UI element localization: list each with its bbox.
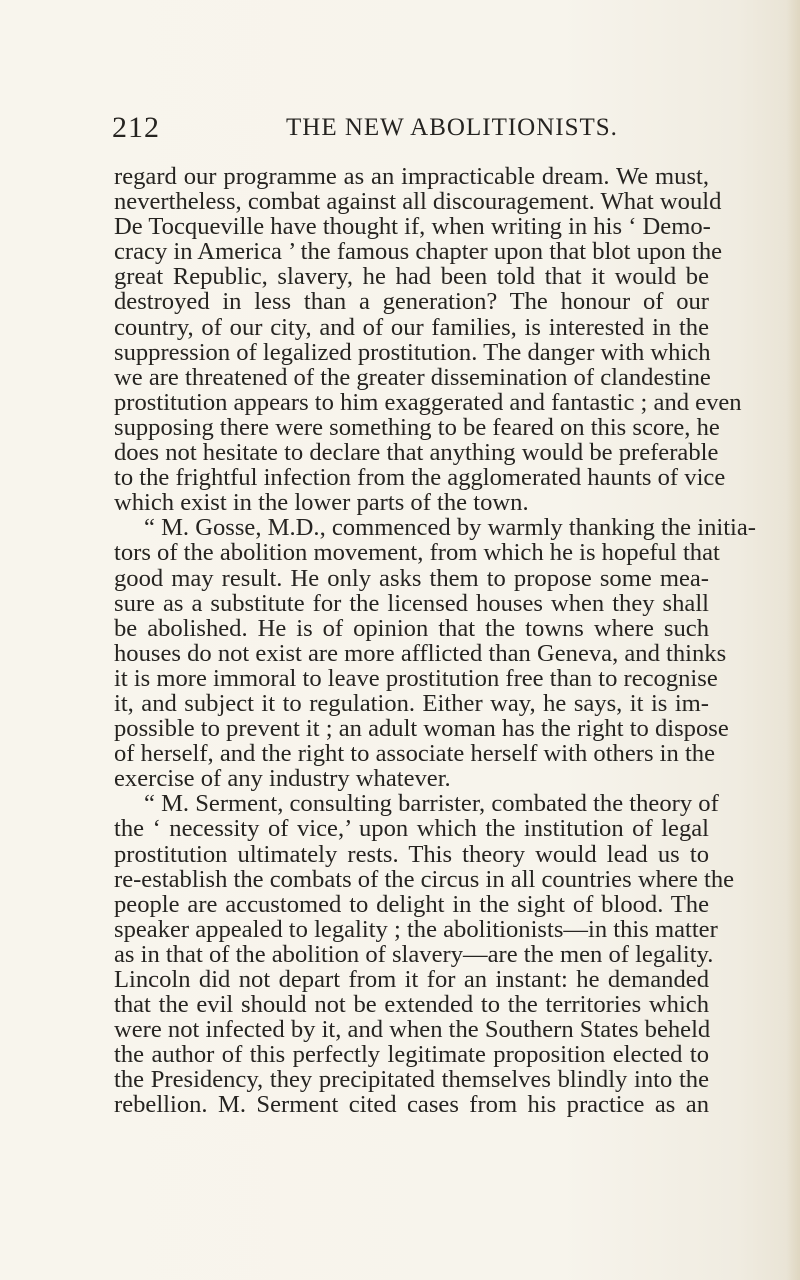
text-line-32: as in that of the abolition of slavery—are the men of legality. — [114, 940, 714, 968]
text-line-13: to the frightful infection from the agglomerated haunts of vice — [114, 464, 726, 492]
text-line-08: suppression of legalized prostitution. The danger with which — [114, 338, 711, 366]
text-line-06: destroyed in less than a generation? The honour of our — [114, 288, 709, 316]
page-edge-shadow — [786, 0, 800, 1280]
text-line-26: “ M. Serment, consulting barrister, combated the theory of — [144, 790, 719, 818]
text-line-02: nevertheless, combat against all discouragement. What would — [114, 188, 722, 216]
text-line-19: be abolished. He is of opinion that the towns where such — [114, 614, 709, 642]
text-line-33: Lincoln did not depart from it for an instant: he demanded — [114, 966, 709, 993]
text-line-29: re-establish the combats of the circus in all countries where the — [114, 865, 735, 893]
running-head — [0, 108, 800, 148]
text-line-27: the ‘ necessity of vice,’ upon which the institution of legal — [114, 815, 709, 843]
text-line-18: sure as a substitute for the licensed houses when they shall — [114, 589, 709, 617]
text-line-35: were not infected by it, and when the Southern States beheld — [114, 1016, 711, 1044]
text-line-24: of herself, and the right to associate herself with others in the — [114, 740, 715, 768]
text-line-01: regard our programme as an impracticable dream. We must, — [114, 163, 709, 190]
text-line-14: which exist in the lower parts of the town. — [114, 489, 529, 517]
text-line-03: De Tocqueville have thought if, when writing in his ‘ Demo- — [114, 213, 711, 241]
text-line-31: speaker appealed to legality ; the abolitionists—in this matter — [114, 915, 718, 943]
text-line-30: people are accustomed to delight in the sight of blood. The — [114, 890, 709, 918]
text-line-21: it is more immoral to leave prostitution free than to recognise — [114, 664, 718, 692]
text-line-36: the author of this perfectly legitimate proposition elected to — [114, 1041, 709, 1069]
body-text — [114, 163, 756, 1119]
text-line-23: possible to prevent it ; an adult woman has the right to dispose — [114, 715, 729, 743]
text-line-25: exercise of any industry whatever. — [114, 765, 451, 793]
text-line-10: prostitution appears to him exaggerated and fantastic ; and even — [114, 388, 742, 416]
text-line-09: we are threatened of the greater dissemination of clandestine — [114, 363, 711, 391]
text-line-16: tors of the abolition movement, from which he is hopeful that — [114, 539, 720, 567]
text-line-22: it, and subject it to regulation. Either way, he says, it is im- — [114, 689, 709, 717]
text-line-20: houses do not exist are more afflicted than Geneva, and thinks — [114, 639, 727, 667]
text-line-11: supposing there were something to be feared on this score, he — [114, 413, 720, 441]
text-line-05: great Republic, slavery, he had been told that it would be — [114, 263, 709, 291]
text-line-37: the Presidency, they precipitated themselves blindly into the — [114, 1066, 709, 1094]
text-line-17: good may result. He only asks them to propose some mea- — [114, 564, 709, 592]
text-line-12: does not hesitate to declare that anything would be preferable — [114, 439, 719, 467]
text-line-28: prostitution ultimately rests. This theory would lead us to — [114, 840, 709, 868]
text-line-07: country, of our city, and of our families, is interested in the — [114, 313, 709, 341]
text-line-38: rebellion. M. Serment cited cases from his practice as an — [114, 1091, 709, 1119]
page-number: 212 — [112, 111, 160, 144]
text-line-34: that the evil should not be extended to the territories which — [114, 991, 709, 1019]
text-line-04: cracy in America ’ the famous chapter upon that blot upon the — [114, 238, 723, 266]
text-line-15: “ M. Gosse, M.D., commenced by warmly thanking the initia- — [144, 514, 756, 542]
running-title: THE NEW ABOLITIONISTS. — [286, 114, 618, 141]
